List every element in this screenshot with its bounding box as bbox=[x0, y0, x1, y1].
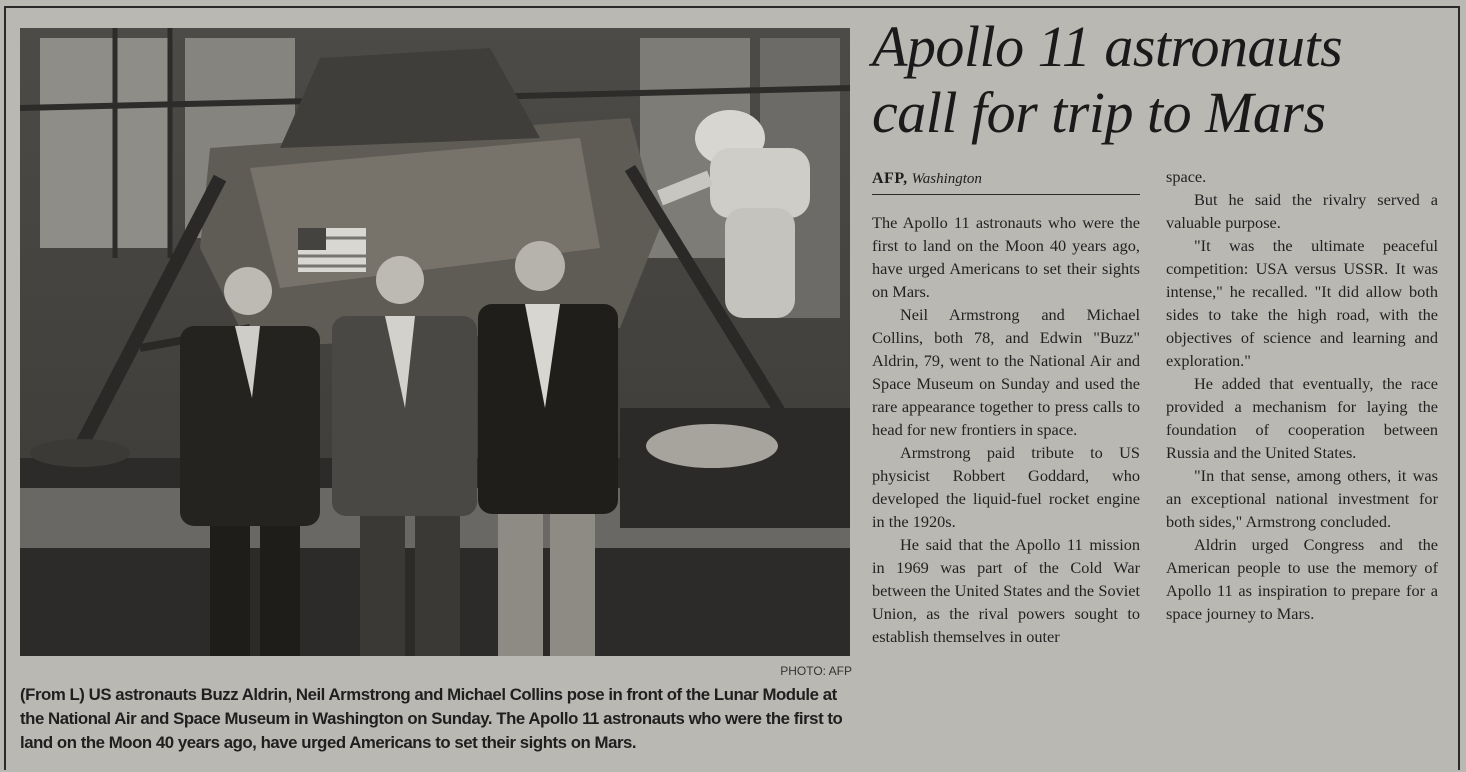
headline-line-2: call for trip to Mars bbox=[872, 80, 1326, 145]
photo-credit: PHOTO: AFP bbox=[780, 664, 852, 678]
paragraph: Neil Armstrong and Michael Collins, both 78, and Edwin "Buzz" Aldrin, 79, went to the National Air and Space Museum on Sunday and used the rare appearance together to press calls to head for new frontiers in space. bbox=[872, 305, 1140, 439]
paragraph: But he said the rivalry served a valuable purpose. bbox=[1166, 190, 1438, 232]
paragraph: He added that eventually, the race provided a mechanism for laying the foundation of cooperation between Russia and the United States. bbox=[1166, 374, 1438, 462]
byline bbox=[872, 170, 1140, 195]
paragraph: "In that sense, among others, it was an exceptional national investment for both sides," Armstrong concluded. bbox=[1166, 466, 1438, 531]
paragraph: He said that the Apollo 11 mission in 1969 was part of the Cold War between the United States and the Soviet Union, as the rival powers sought to establish themselves in outer bbox=[872, 535, 1140, 646]
news-photo bbox=[20, 28, 850, 656]
paragraph: The Apollo 11 astronauts who were the first to land on the Moon 40 years ago, have urged Americans to set their sights on Mars. bbox=[872, 213, 1140, 301]
photo-caption: (From L) US astronauts Buzz Aldrin, Neil Armstrong and Michael Collins pose in front of the Lunar Module at the National Air and Space Museum in Washington on Sunday. The Apollo 11 astronauts who were the first to land on the Moon 40 years ago, have urged Americans to set their sights on Mars. bbox=[20, 685, 843, 752]
paragraph: Armstrong paid tribute to US physicist Robbert Goddard, who developed the liquid-fuel rocket engine in the 1920s. bbox=[872, 443, 1140, 531]
article-column-2 bbox=[1166, 165, 1438, 625]
article-column-1 bbox=[872, 211, 1140, 648]
headline bbox=[872, 14, 1452, 146]
headline-line-1: Apollo 11 astronauts bbox=[872, 14, 1343, 79]
byline-location: Washington bbox=[911, 171, 982, 187]
paragraph: Aldrin urged Congress and the American people to use the memory of Apollo 11 as inspiration to prepare for a space journey to Mars. bbox=[1166, 535, 1438, 623]
byline-agency: AFP, bbox=[872, 170, 908, 187]
paragraph: space. bbox=[1166, 167, 1207, 186]
paragraph: "It was the ultimate peaceful competition: USA versus USSR. It was intense," he recalled. "It did allow both sides to take the high road, with the objectives of science and learning and exploration." bbox=[1166, 236, 1438, 370]
